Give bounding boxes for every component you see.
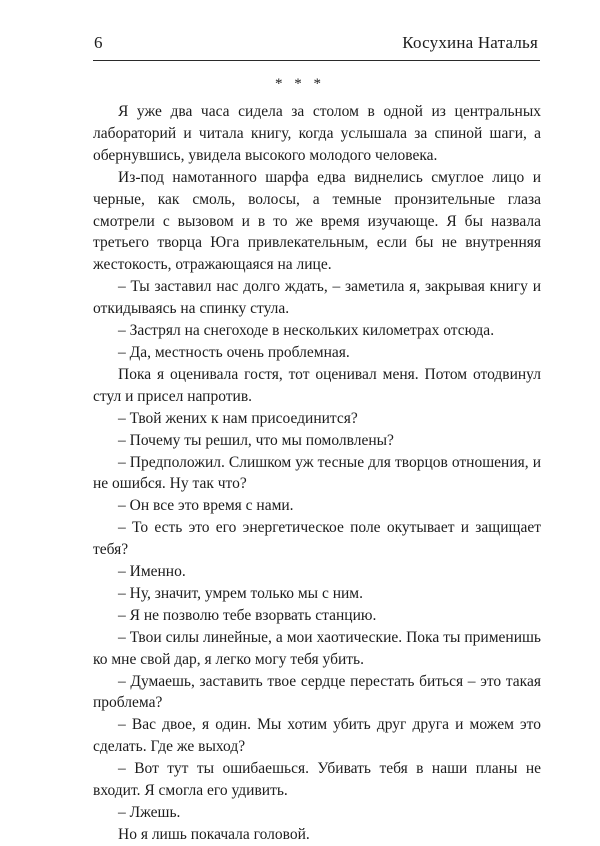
section-break: * * * (275, 76, 325, 92)
dialogue-line: – Застрял на снегоходе в нескольких километрах отсюда. (118, 322, 495, 340)
dialogue-line: – Да, местность очень проблемная. (118, 343, 350, 361)
dialogue-line: – Твои силы линейные, а мои хаотические. Пока ты применишь ко мне свой дар, я легко могу тебя убить. (93, 628, 541, 668)
paragraph: Пока я оценивала гостя, тот оценивал меня. Потом отодвинул стул и присел напротив. (93, 365, 541, 405)
running-head-author: Косухина Наталья (402, 33, 538, 52)
dialogue-line: – Предположил. Слишком уж тесные для творцов отношения, и не ошибся. Ну так что? (93, 453, 541, 493)
dialogue-line: – Ты заставил нас долго ждать, – заметила я, закрывая книгу и откидываясь на спинку стула. (93, 278, 541, 318)
body-text (93, 101, 541, 846)
dialogue-line: – Я не позволю тебе взорвать станцию. (118, 606, 377, 624)
dialogue-line: – Вас двое, я один. Мы хотим убить друг друга и можем это сделать. Где же выход? (93, 716, 541, 756)
dialogue-line: – Именно. (118, 563, 186, 581)
dialogue-line: – Ну, значит, умрем только мы с ним. (118, 584, 363, 602)
dialogue-line: – Он все это время с нами. (118, 497, 294, 515)
paragraph: Я уже два часа сидела за столом в одной из центральных лабораторий и читала книгу, когда услышала за спиной шаги, а обернувшись, увидела высокого молодого человека. (93, 103, 541, 164)
dialogue-line: – Думаешь, заставить твое сердце перестать биться – это такая проблема? (93, 672, 541, 712)
paragraph: Но я лишь покачала головой. (118, 825, 310, 843)
dialogue-line: – Твой жених к нам присоединится? (118, 409, 358, 427)
dialogue-line: – Почему ты решил, что мы помолвлены? (118, 431, 394, 449)
page-number: 6 (94, 33, 103, 52)
header-rule (93, 60, 540, 61)
dialogue-line: – Лжешь. (118, 804, 181, 821)
paragraph: Из-под намотанного шарфа едва виднелись смуглое лицо и черные, как смоль, волосы, а темные пронзительные глаза смотрели с вызовом и в то же время изучающе. Я бы назвала третьего творца Юга привлекательным, если бы не внутренняя жестокость, отражающаяся на лице. (93, 168, 541, 274)
dialogue-line: – Вот тут ты ошибаешься. Убивать тебя в наши планы не входит. Я смогла его удивить. (93, 760, 541, 800)
dialogue-line: – То есть это его энергетическое поле окутывает и защищает тебя? (93, 519, 541, 559)
